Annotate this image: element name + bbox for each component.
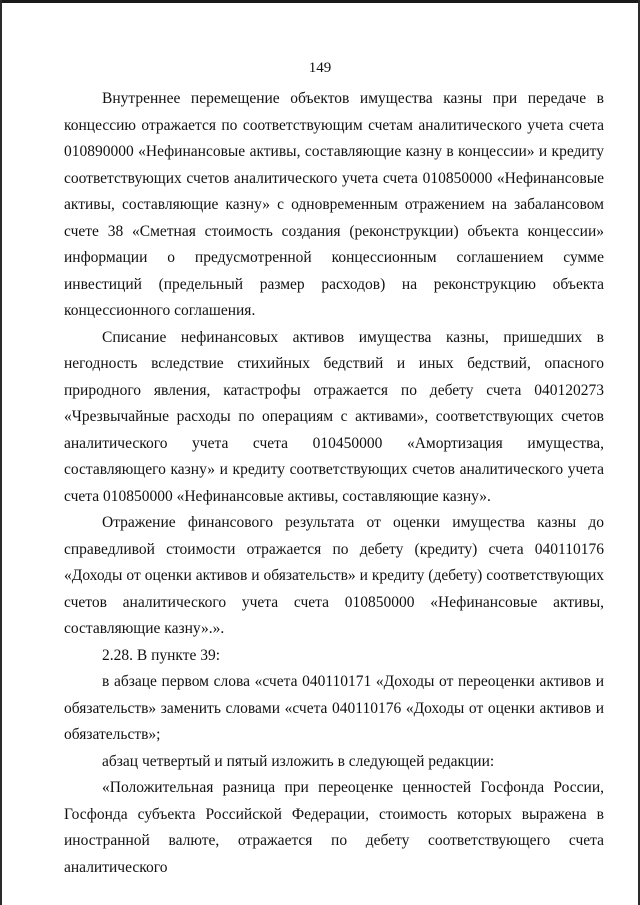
scan-border-top [0, 0, 640, 3]
paragraph-first-abzac-change: в абзаце первом слова «счета 040110171 «Доходы от переоценки активов и обязательств» заменить словами «счета 040110176 «Доходы от оценки активов и обязательств»; [64, 673, 604, 743]
paragraph-fair-value: Отражение финансового результата от оценки имущества казны до справедливой стоимости отражается по дебету (кредиту) счета 040110176 «Доходы от оценки активов и обязательств» и кредиту (дебету) соответствующих счетов аналитического учета счета 010850000 «Нефинансовые активы, составляющие казну».». [64, 514, 604, 637]
document-body [64, 86, 604, 881]
scan-border-left [0, 0, 2, 905]
paragraph-write-off: Списание нефинансовых активов имущества казны, пришедших в негодность вследствие стихийных бедствий и иных бедствий, опасного природного явления, катастрофы отражается по дебету счета 040120273 «Чрезвычайные расходы по операциям с активами», соответствующих счетов аналитического учета счета 010450000 «Амортизация имущества, составляющего казну» и кредиту соответствующих счетов аналитического учета счета 010850000 «Нефинансовые активы, составляющие казну». [64, 328, 604, 505]
paragraph-item-2-28: 2.28. В пункте 39: [102, 646, 221, 664]
page-number: 149 [308, 60, 332, 76]
paragraph-internal-transfer: Внутреннее перемещение объектов имущества казны при передаче в концессию отражается по соответствующим счетам аналитического учета счета 010890000 «Нефинансовые активы, составляющие казну в концессии» и кредиту соответствующих счетов аналитического учета счета 010850000 «Нефинансовые активы, составляющие казну» с одновременным отражением на забалансовом счете 38 «Сметная стоимость создания (реконструкции) объекта концессии» информации о предусмотренной концессионным соглашением сумме инвестиций (предельный размер расходов) на реконструкцию объекта концессионного соглашения. [64, 90, 604, 319]
paragraph-fourth-fifth-abzac: абзац четвертый и пятый изложить в следующей редакции: [102, 752, 495, 770]
paragraph-positive-difference: «Положительная разница при переоценке ценностей Госфонда России, Госфонда субъекта Российской Федерации, стоимость которых выражена в иностранной валюте, отражается по дебету соответствующего счета аналитического [64, 779, 604, 876]
